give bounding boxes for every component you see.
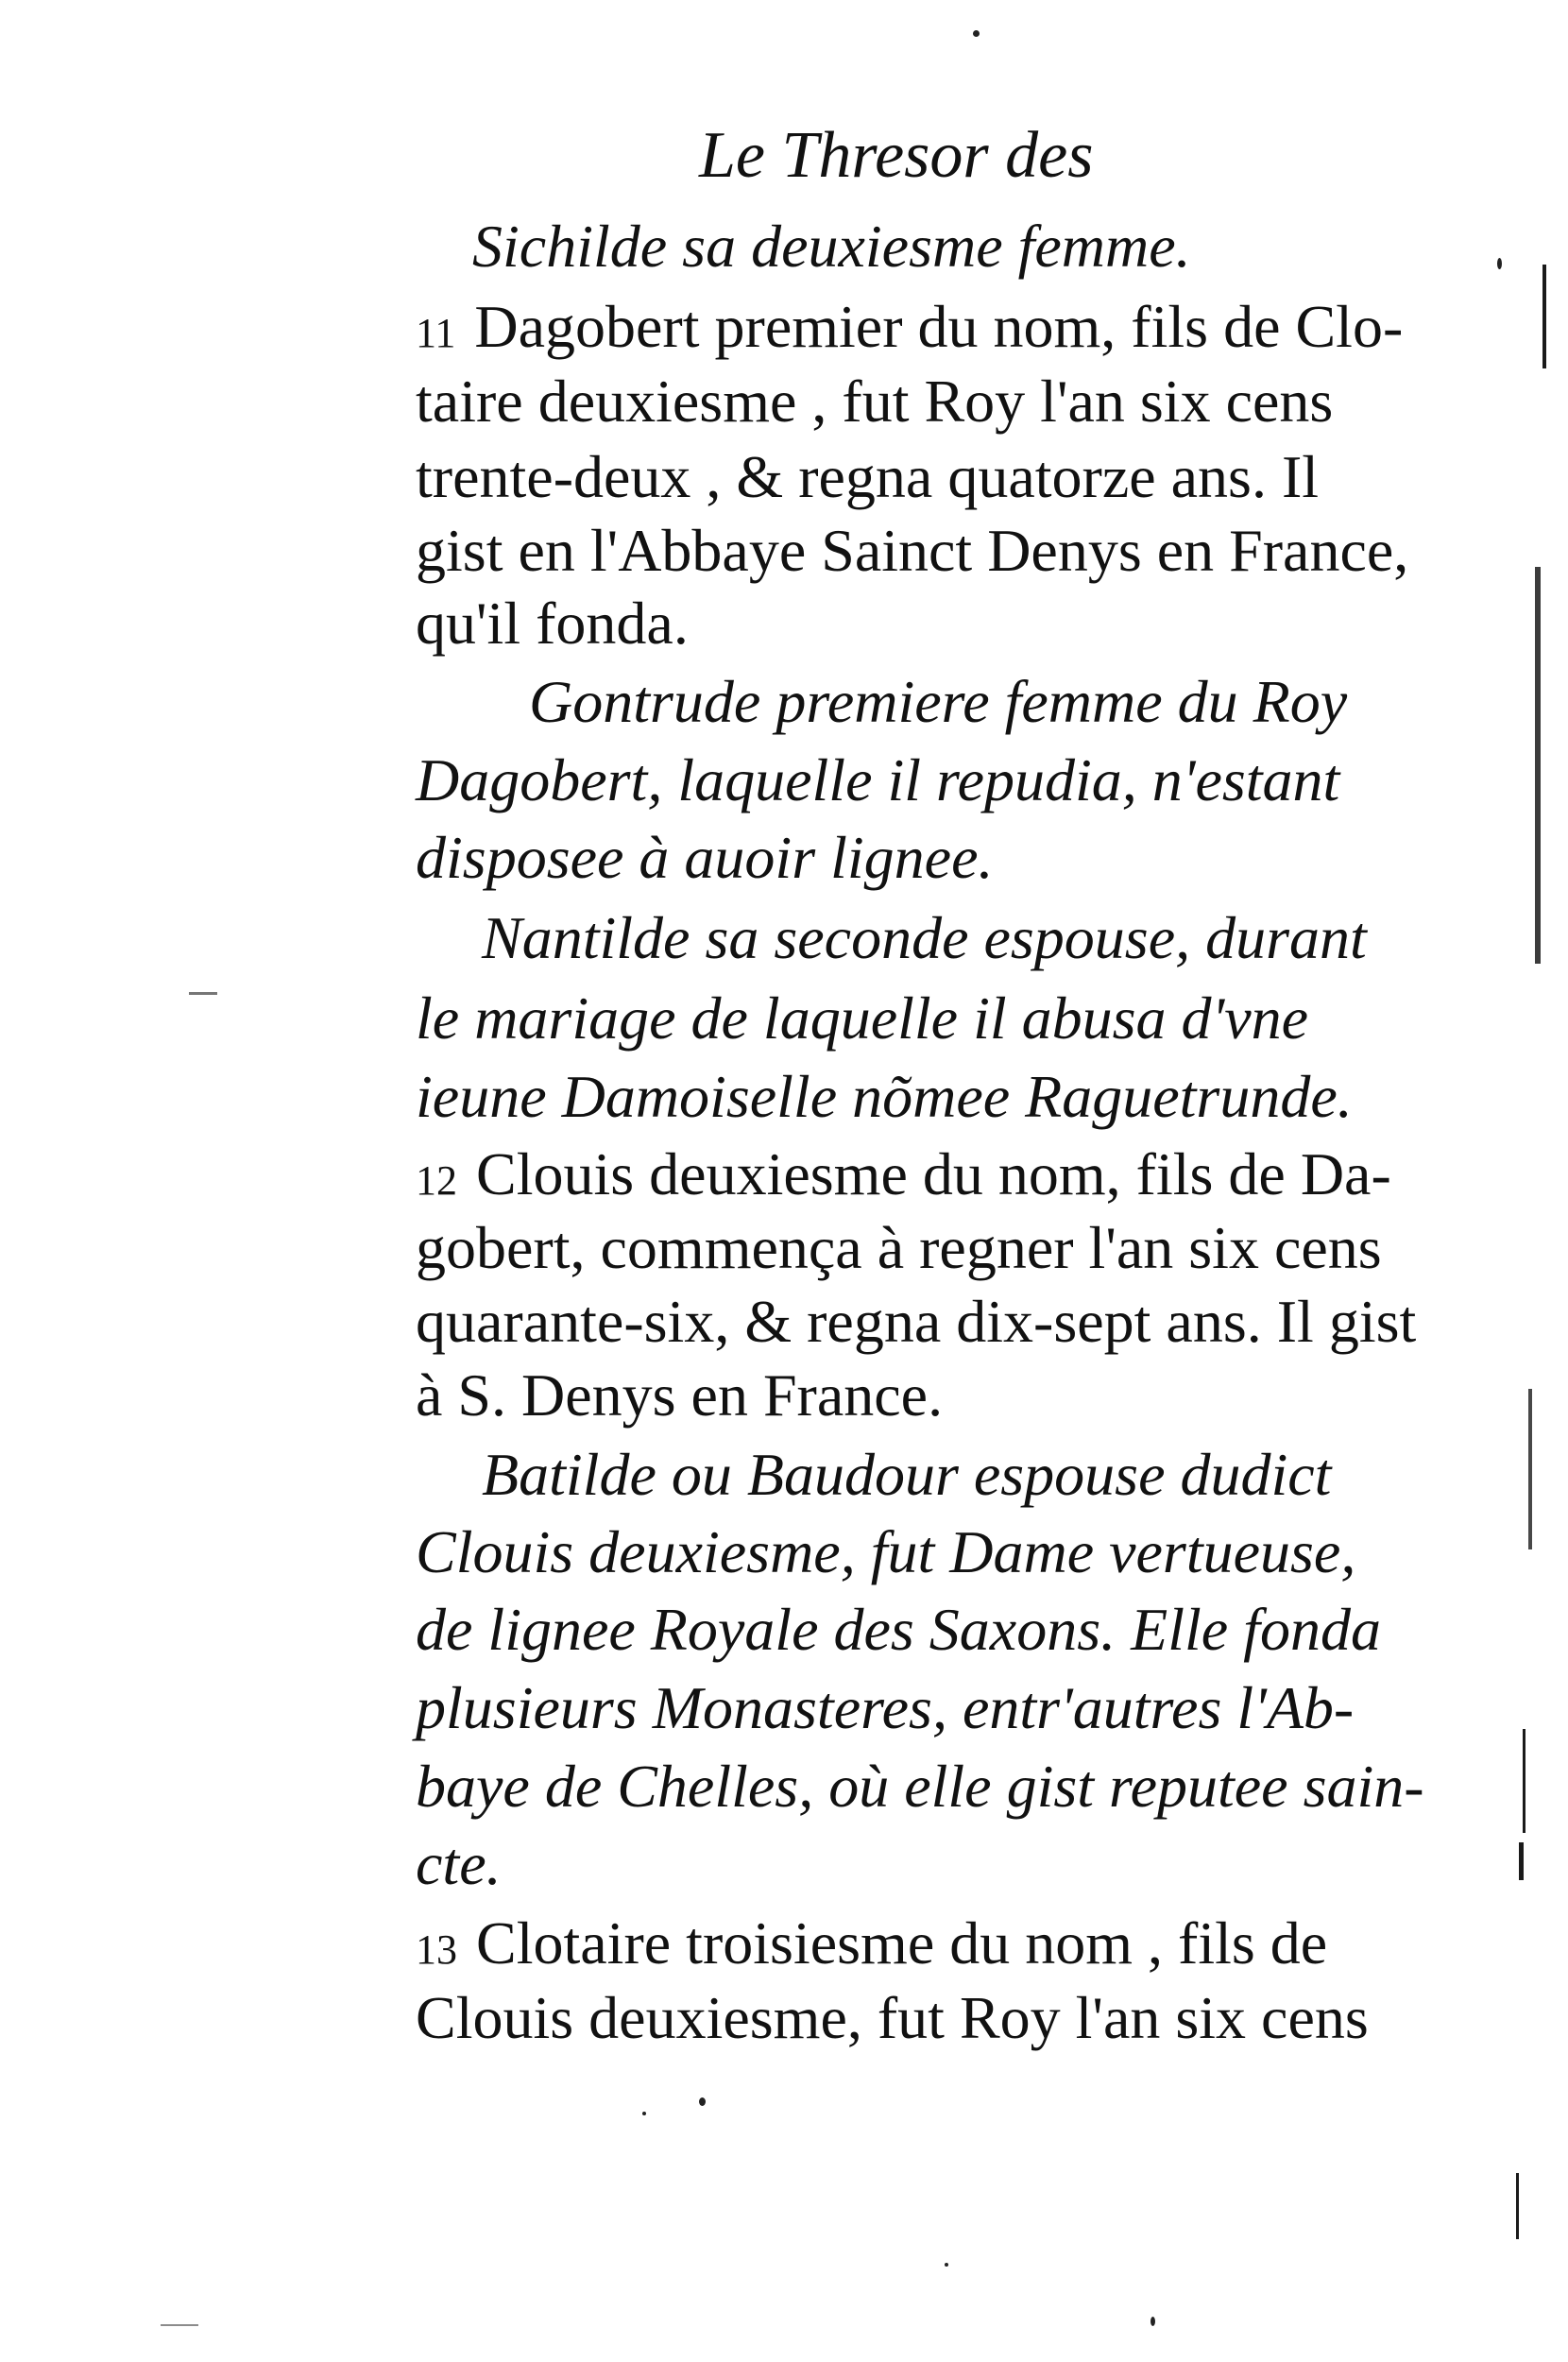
entry-number-11: 11 — [416, 310, 456, 356]
text-line-20: plusieurs Monasteres, entr'autres l'Ab- — [416, 1674, 1355, 1741]
scan-edge-mark — [161, 2324, 198, 2326]
text-line-4: trente-deux , & regna quatorze ans. Il — [416, 443, 1320, 510]
text-line-14: gobert, commença à regner l'an six cens — [416, 1214, 1382, 1281]
scan-speck — [642, 2112, 646, 2115]
text-line-3: taire deuxiesme , fut Roy l'an six cens — [416, 368, 1334, 435]
scan-edge-mark — [189, 992, 217, 995]
text-line-23-body: Clotaire troisiesme du nom , fils de — [476, 1909, 1328, 1977]
scan-edge-mark — [1516, 2173, 1519, 2239]
text-line-2-body: Dagobert premier du nom, fils de Clo- — [474, 293, 1404, 360]
text-line-17: Batilde ou Baudour espouse dudict — [482, 1441, 1332, 1508]
entry-number-12: 12 — [416, 1157, 457, 1204]
text-line-13-body: Clouis deuxiesme du nom, fils de Da- — [476, 1140, 1391, 1207]
text-line-18: Clouis deuxiesme, fut Dame vertueuse, — [416, 1518, 1356, 1585]
scan-edge-mark — [1523, 1729, 1525, 1833]
text-line-22: cte. — [416, 1830, 502, 1897]
text-line-7: Gontrude premiere femme du Roy — [529, 668, 1348, 735]
text-line-16: à S. Denys en France. — [416, 1361, 944, 1429]
scan-speck — [973, 30, 980, 37]
scan-speck — [945, 2263, 948, 2267]
scan-edge-mark — [1519, 1842, 1524, 1880]
text-line-6: qu'il fonda. — [416, 590, 689, 657]
text-line-15: quarante-six, & regna dix-sept ans. Il gist — [416, 1288, 1417, 1355]
scan-speck — [1150, 2317, 1155, 2326]
text-line-8: Dagobert, laquelle il repudia, n'estant — [416, 746, 1340, 813]
scan-edge-mark — [1535, 567, 1541, 964]
scan-speck — [1497, 258, 1502, 269]
text-line-19: de lignee Royale des Saxons. Elle fonda — [416, 1596, 1381, 1663]
text-line-9: disposee à auoir lignee. — [416, 824, 994, 891]
scan-speck — [699, 2097, 706, 2106]
text-line-21: baye de Chelles, où elle gist reputee sain- — [416, 1753, 1424, 1820]
text-line-5: gist en l'Abbaye Sainct Denys en France, — [416, 517, 1409, 584]
scan-edge-mark — [1542, 265, 1546, 368]
running-header: Le Thresor des — [699, 119, 1094, 192]
scan-edge-mark — [1528, 1389, 1532, 1549]
text-line-1: Sichilde sa deuxiesme femme. — [472, 213, 1191, 280]
entry-number-13: 13 — [416, 1926, 457, 1973]
text-line-12: ieune Damoiselle nõmee Raguetrunde. — [416, 1063, 1353, 1130]
text-line-11: le mariage de laquelle il abusa d'vne — [416, 984, 1309, 1052]
text-line-10: Nantilde sa seconde espouse, durant — [482, 904, 1367, 971]
text-line-24: Clouis deuxiesme, fut Roy l'an six cens — [416, 1984, 1369, 2051]
